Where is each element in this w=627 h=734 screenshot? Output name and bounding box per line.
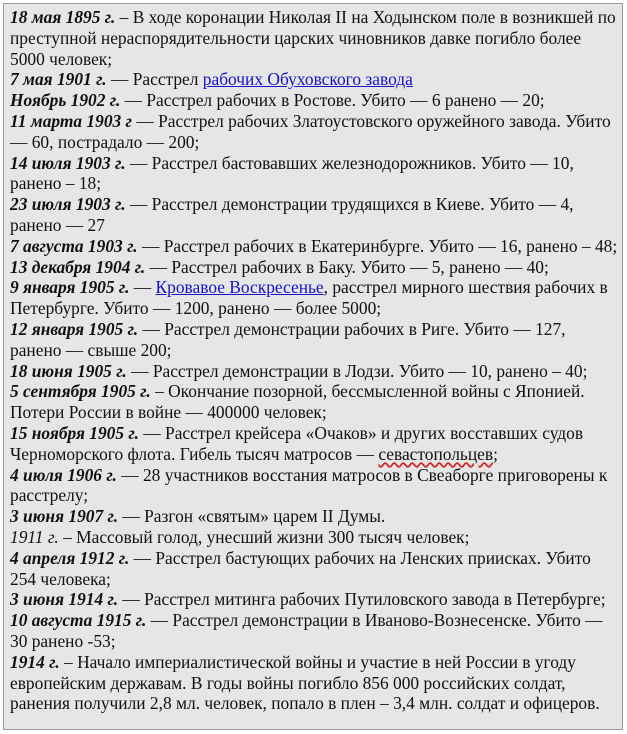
- entry-date: 9 января 1905 г.: [10, 277, 130, 298]
- entry-text: — Расстрел рабочих в Екатеринбурге. Убито — 16, ранено – 48;: [137, 235, 618, 256]
- entry-text: — Расстрел рабочих в Баку. Убито — 5, ранено — 40;: [145, 256, 549, 277]
- entry-text: — Расстрел рабочих в Ростове. Убито — 6 ранено — 20;: [120, 90, 545, 111]
- entry-text: – Начало империалистической войны и участие в ней России в угоду европейским державам. В годы войны погибло 856 000 российских солдат, ранения получили 2,8 мл. человек, попало в плен – 3,4 млн. солдат и офицеров.: [10, 651, 600, 714]
- entry-1904-12-13: [10, 257, 618, 278]
- entry-1903-03-11: [10, 111, 618, 153]
- entry-1903-07-23: [10, 194, 618, 236]
- entry-1907-06-03: [10, 506, 618, 527]
- entry-1915-08-10: [10, 610, 618, 652]
- entry-date: 1911 г.: [10, 526, 59, 547]
- entry-date: 14 июля 1903 г.: [10, 152, 126, 173]
- entry-1895-05-18: [10, 7, 618, 69]
- document-page: [3, 3, 623, 730]
- entry-date: 5 сентября 1905 г.: [10, 381, 151, 402]
- entry-text: — 28 участников восстания матросов в Свеаборге приговорены к расстрелу;: [10, 464, 608, 506]
- entry-date: 18 мая 1895 г.: [10, 7, 116, 27]
- entry-1914-06-03: [10, 589, 618, 610]
- entry-text: – В ходе коронации Николая II на Ходынском поле в возникшей по преступной нераспорядительности царских чиновников давке погибло более 5000 человек;: [10, 7, 616, 69]
- entry-text: – Окончание позорной, бессмысленной войны с Японией. Потери России в войне — 400000 человек;: [10, 381, 585, 423]
- entry-date: 7 мая 1901 г.: [10, 69, 107, 90]
- entry-1905-09-05: [10, 381, 618, 423]
- entry-text: — Расстрел демонстрации трудящихся в Киеве. Убито — 4, ранено — 27: [10, 194, 574, 235]
- entry-text: — Расстрел демонстрации в Лодзи. Убито — 10, ранено – 40;: [126, 360, 588, 381]
- entry-text-after: ;: [493, 443, 498, 464]
- obukhov-plant-link[interactable]: рабочих Обуховского завода: [202, 69, 413, 90]
- entry-text: — Расстрел крейсера «Очаков» и других восставших судов Черноморского флота. Гибель тысяч матросов —: [10, 422, 584, 464]
- entry-1906-07-04: [10, 465, 618, 507]
- entry-text: — Расстрел демонстрации рабочих в Риге. Убито — 127, ранено — свыше 200;: [10, 318, 566, 360]
- entry-date: 13 декабря 1904 г.: [10, 256, 146, 277]
- entry-text: — Расстрел: [106, 69, 203, 90]
- entry-text: – Массовый голод, унесший жизни 300 тысяч человек;: [58, 526, 470, 547]
- entry-text: — Расстрел демонстрации в Иваново-Вознесенске. Убито — 30 ранено -53;: [10, 610, 603, 651]
- entry-1903-07-14: [10, 153, 618, 195]
- entry-text-after: , расстрел мирного шествия рабочих в Петербурге. Убито — 1200, ранено — более 5000;: [10, 277, 608, 319]
- entry-date: 1914 г.: [10, 651, 60, 672]
- entry-1914: [10, 652, 618, 714]
- entry-1902-11: [10, 90, 618, 111]
- entry-date: 3 июня 1914 г.: [10, 589, 119, 610]
- entry-1912-04-04: [10, 548, 618, 590]
- entry-date: 4 июля 1906 г.: [10, 464, 117, 485]
- entry-text: — Расстрел рабочих Златоустовского оружейного завода. Убито — 60, пострадало — 200;: [10, 110, 611, 152]
- entry-date: 4 апреля 1912 г.: [10, 547, 130, 568]
- spellcheck-word: севастопольцев: [378, 443, 494, 464]
- entry-1905-01-09: [10, 277, 618, 319]
- entry-text: — Расстрел митинга рабочих Путиловского завода в Петербурге;: [118, 589, 606, 610]
- entry-date: Ноябрь 1902 г.: [10, 90, 121, 111]
- entry-date: 10 августа 1915 г.: [10, 610, 147, 631]
- entry-date: 18 июня 1905 г.: [10, 360, 127, 381]
- entry-1905-11-15: [10, 423, 618, 465]
- entry-date: 7 августа 1903 г.: [10, 235, 138, 256]
- entry-date: 12 января 1905 г.: [10, 318, 139, 339]
- entry-text: — Разгон «святым» царем II Думы.: [118, 506, 386, 527]
- entry-text: — Расстрел бастовавших железнодорожников. Убито — 10, ранено – 18;: [10, 152, 574, 194]
- entry-date: 3 июня 1907 г.: [10, 506, 119, 527]
- entry-1911: [10, 527, 618, 548]
- entry-1901-05-07: [10, 69, 618, 90]
- bloody-sunday-link[interactable]: Кровавое Воскресенье: [155, 277, 324, 298]
- entry-text: —: [129, 277, 156, 298]
- entry-date: 15 ноября 1905 г.: [10, 422, 139, 443]
- entry-1903-08-07: [10, 236, 618, 257]
- entry-1905-01-12: [10, 319, 618, 361]
- entry-1905-06-18: [10, 361, 618, 382]
- entry-text: — Расстрел бастующих рабочих на Ленских приисках. Убито 254 человека;: [10, 547, 591, 589]
- entry-date: 11 марта 1903 г: [10, 110, 132, 131]
- entry-date: 23 июля 1903 г.: [10, 194, 126, 215]
